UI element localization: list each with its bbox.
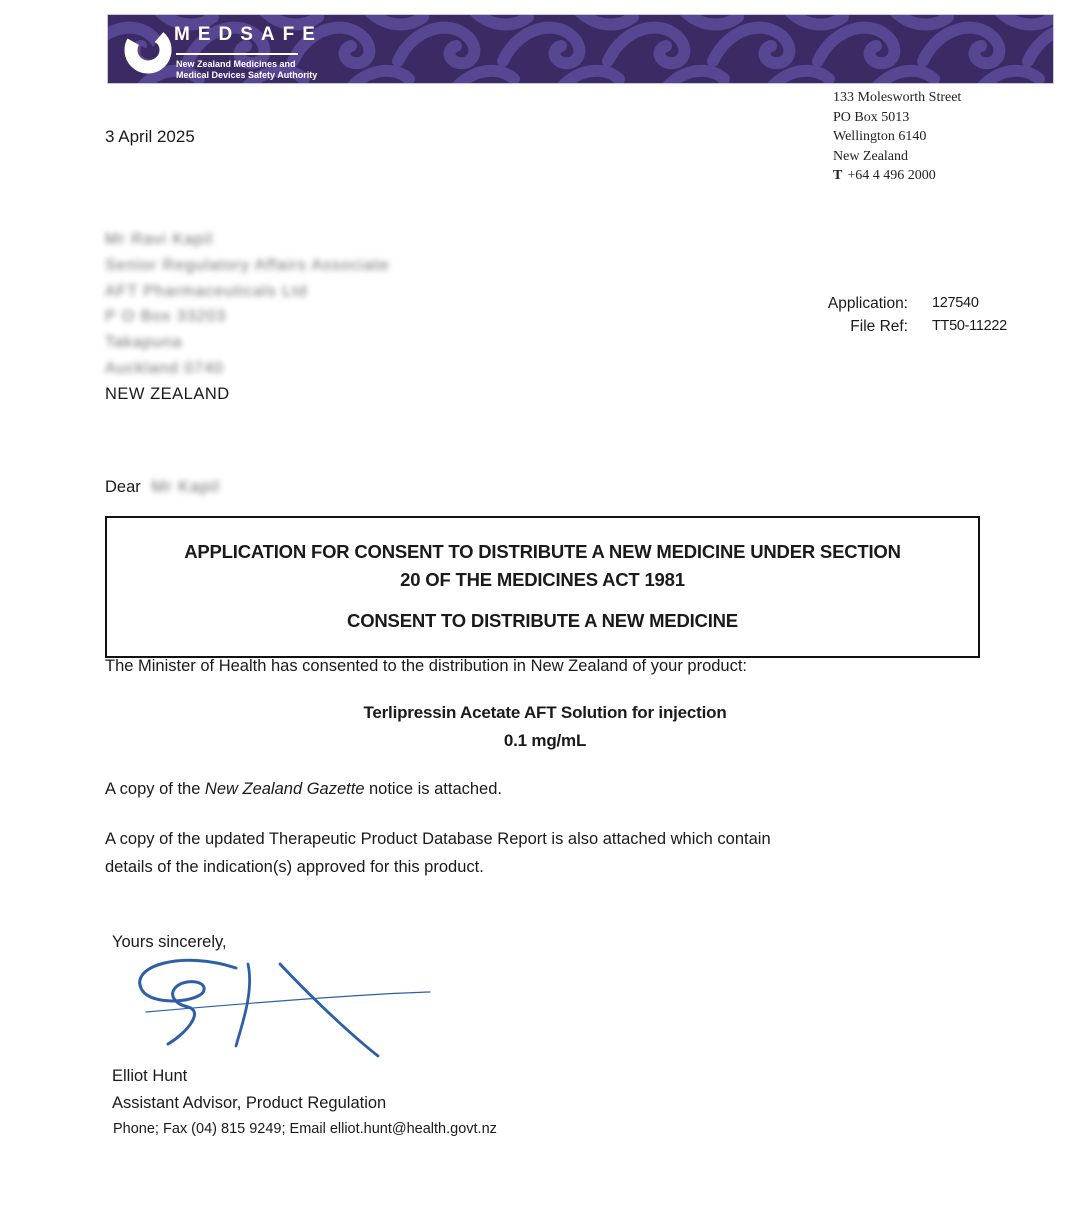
recipient-line-redacted: Senior Regulatory Affairs Associate <box>105 256 390 274</box>
file-ref-label: File Ref: <box>850 318 908 335</box>
gazette-text-pre: A copy of the <box>105 780 201 798</box>
sender-address-line: New Zealand <box>833 148 909 164</box>
tpdr-line-1: A copy of the updated Therapeutic Product Database Report is also attached which contain <box>105 830 771 848</box>
brand-tagline: New Zealand Medicines and Medical Devices Safety Authority <box>176 59 318 80</box>
valediction: Yours sincerely, <box>112 933 227 951</box>
salutation <box>105 478 220 497</box>
gazette-paragraph <box>105 776 985 804</box>
recipient-line-redacted: Takapuna <box>105 334 183 352</box>
tpdr-line-2: details of the indication(s) approved for this product. <box>105 857 484 876</box>
reference-block <box>780 292 1007 338</box>
title-line-3: CONSENT TO DISTRIBUTE A NEW MEDICINE <box>347 610 738 631</box>
signature-icon <box>118 952 448 1064</box>
file-ref-row <box>780 315 1007 338</box>
brand-divider <box>176 53 298 55</box>
phone-label: T <box>833 168 843 183</box>
salutation-prefix: Dear <box>105 478 146 496</box>
signatory-name: Elliot Hunt <box>112 1067 188 1085</box>
recipient-line-redacted: Auckland 0740 <box>105 359 224 377</box>
letter-date: 3 April 2025 <box>105 127 195 146</box>
recipient-address <box>105 227 390 408</box>
recipient-country: NEW ZEALAND <box>105 384 230 403</box>
sender-phone <box>833 166 961 186</box>
recipient-line-redacted: AFT Pharmaceuticals Ltd <box>105 282 308 300</box>
gazette-title-italic: New Zealand Gazette <box>204 780 365 798</box>
application-value: 127540 <box>932 295 979 311</box>
consent-title-box <box>105 516 980 658</box>
product-name: Terlipressin Acetate AFT Solution for injection <box>363 703 727 722</box>
tpdr-paragraph <box>105 826 985 881</box>
sender-address-line: PO Box 5013 <box>833 109 910 125</box>
brand-name: MEDSAFE <box>174 24 323 45</box>
signatory-title: Assistant Advisor, Product Regulation <box>112 1094 387 1112</box>
sender-address-line: 133 Molesworth Street <box>833 90 962 105</box>
medsafe-logo-icon <box>118 20 178 80</box>
title-line-2: 20 OF THE MEDICINES ACT 1981 <box>400 569 685 590</box>
sender-address-line: Wellington 6140 <box>833 129 927 144</box>
signatory-contact: Phone; Fax (04) 815 9249; Email elliot.hunt@health.govt.nz <box>113 1121 497 1137</box>
recipient-line-redacted: Mr Ravi Kapil <box>105 231 214 248</box>
application-row <box>780 292 1007 315</box>
product-strength: 0.1 mg/mL <box>503 731 587 750</box>
title-line-1: APPLICATION FOR CONSENT TO DISTRIBUTE A NEW MEDICINE UNDER SECTION <box>184 541 901 562</box>
intro-paragraph: The Minister of Health has consented to the distribution in New Zealand of your product: <box>105 657 748 675</box>
salutation-name-redacted: Mr Kapil <box>151 478 220 496</box>
phone-number: +64 4 496 2000 <box>847 168 936 183</box>
recipient-line-redacted: P O Box 33203 <box>105 308 227 326</box>
application-label: Application: <box>827 295 908 312</box>
file-ref-value: TT50-11222 <box>932 318 1007 334</box>
gazette-text-post: notice is attached. <box>369 780 502 798</box>
medsafe-banner <box>107 14 1054 84</box>
sender-address <box>833 88 961 186</box>
title-spacer <box>107 594 978 607</box>
